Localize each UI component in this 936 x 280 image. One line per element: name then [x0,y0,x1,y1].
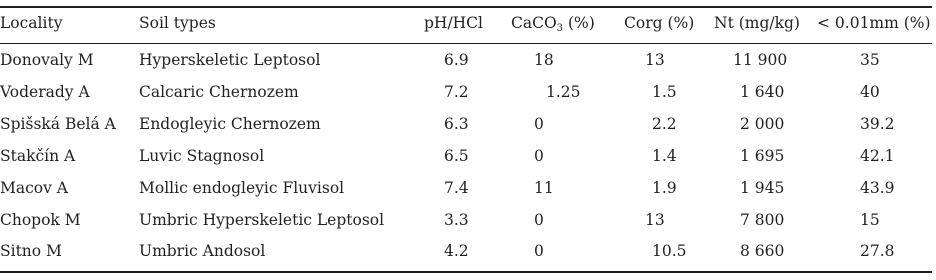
cell-soil-type: Umbric Andosol [139,242,266,261]
cell-corg: 1.4 [652,146,677,165]
cell-caco3: 0 [534,146,544,165]
header-caco3-unit: (%) [563,14,595,32]
cell-soil-type: Calcaric Chernozem [139,82,299,101]
header-caco3 [511,13,595,33]
cell-corg: 10.5 [652,242,687,261]
cell-nt: 11 900 [733,51,788,69]
cell-nt: 1 640 [740,82,785,101]
cell-fine-fraction: 15 [860,210,880,229]
cell-fine-fraction: 35 [860,51,880,69]
cell-fine-fraction: 42.1 [860,146,895,165]
cell-soil-type: Endogleyic Chernozem [139,114,321,133]
cell-caco3: 11 [534,178,554,197]
cell-caco3: 0 [534,242,544,261]
cell-corg: 1.9 [652,178,677,197]
cell-nt: 1 695 [740,146,785,165]
cell-ph: 3.3 [444,210,469,229]
header-ph: pH/HCl [424,14,483,32]
cell-fine-fraction: 39.2 [860,114,895,133]
header-fine-fraction: < 0.01mm (%) [817,14,931,32]
cell-soil-type: Hyperskeletic Leptosol [139,51,321,69]
table-bottom-rule [0,271,932,273]
cell-locality: Chopok M [0,210,81,229]
cell-corg: 13 [645,210,665,229]
cell-ph: 4.2 [444,242,469,261]
cell-ph: 6.5 [444,146,469,165]
header-caco3-main: CaCO [511,14,557,32]
cell-fine-fraction: 27.8 [860,242,895,261]
cell-fine-fraction: 43.9 [860,178,895,197]
cell-soil-type: Umbric Hyperskeletic Leptosol [139,210,385,229]
cell-ph: 7.4 [444,178,469,197]
cell-nt: 8 660 [740,242,785,261]
cell-locality: Voderady A [0,82,90,101]
header-locality: Locality [0,14,63,32]
table-top-rule [0,6,932,8]
cell-nt: 2 000 [740,114,785,133]
cell-locality: Spišská Belá A [0,114,116,133]
cell-ph: 6.3 [444,114,469,133]
cell-nt: 7 800 [740,210,785,229]
header-caco3-sub: 3 [556,23,564,34]
cell-ph: 6.9 [444,51,469,69]
cell-ph: 7.2 [444,82,469,101]
cell-corg: 1.5 [652,82,677,101]
cell-locality: Donovaly M [0,51,94,69]
cell-corg: 13 [645,51,665,69]
header-soil-types: Soil types [139,14,216,32]
cell-locality: Sitno M [0,242,62,261]
cell-corg: 2.2 [652,114,677,133]
header-corg: Corg (%) [624,14,695,32]
cell-caco3: 1.25 [546,82,581,101]
table-header-rule [0,43,932,44]
cell-soil-type: Luvic Stagnosol [139,146,265,165]
header-nt: Nt (mg/kg) [714,14,800,32]
cell-fine-fraction: 40 [860,82,880,101]
cell-soil-type: Mollic endogleyic Fluvisol [139,178,345,197]
cell-locality: Macov A [0,178,69,197]
cell-caco3: 18 [534,51,554,69]
cell-caco3: 0 [534,210,544,229]
cell-caco3: 0 [534,114,544,133]
cell-locality: Stakčín A [0,146,76,165]
cell-nt: 1 945 [740,178,785,197]
